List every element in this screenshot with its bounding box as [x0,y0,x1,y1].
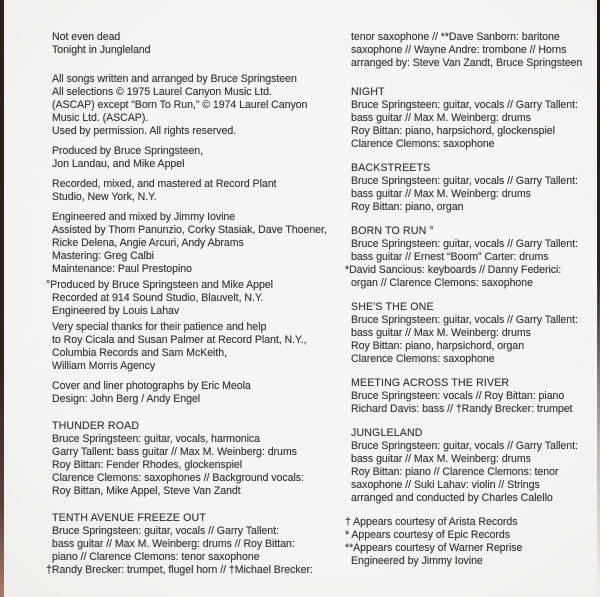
credit-line: Columbia Records and Sam McKeith, [52,347,227,359]
credit-line: †Randy Brecker: trumpet, flugel horn // †Michael Brecker: [46,564,313,576]
credit-line: bass guitar // Ernest “Boom” Carter: drums [351,251,549,263]
song-title: BACKSTREETS [351,162,431,174]
credit-line: Clarence Clemons: saxophones // Background vocals: [52,472,304,484]
credit-line: Bruce Springsteen: guitar, vocals // Garry Tallent: [351,99,578,111]
credits-column-left [46,31,352,577]
page-edge-left [0,0,4,597]
credit-paragraph [52,380,352,406]
credit-line: **Appears courtesy of Warner Reprise [345,542,523,554]
credit-line: Engineered and mixed by Jimmy Iovine [52,211,236,223]
credit-line: saxophone // Suki Lahav: violin // Strings [351,479,540,491]
credit-line: William Morris Agency [52,360,156,372]
credit-paragraph [46,279,352,318]
credit-line: Used by permission. All rights reserved. [52,125,237,137]
credit-line: All songs written and arranged by Bruce Springsteen [52,73,297,85]
credit-line: Clarence Clemons: saxophone [351,353,495,365]
credit-line: Bruce Springsteen: guitar, vocals // Garry Tallent: [351,175,578,187]
credit-line: Roy Bittan, Mike Appel, Steve Van Zandt [52,485,241,497]
song-credit-block [351,377,599,416]
credit-line: Design: John Berg / Andy Engel [52,393,201,405]
credit-line: Ricke Delena, Angie Arcuri, Andy Abrams [52,237,244,249]
credit-line: Recorded, mixed, and mastered at Record Plant [52,178,277,190]
credit-line: Recorded at 914 Sound Studio, Blauvelt, N.Y. [52,292,264,304]
credit-line: Bruce Springsteen: guitar, vocals // Garry Tallent: [351,440,578,452]
credit-line: bass guitar // Max M. Weinberg: drums [351,188,531,200]
song-credit-block [351,86,599,151]
credit-line: Roy Bittan: piano // Clarence Clemons: tenor [351,466,559,478]
credit-line: Clarence Clemons: saxophone [351,138,495,150]
song-credit-block [351,301,599,366]
song-credit-block [351,162,599,214]
credit-line: °Produced by Bruce Springsteen and Mike Appel [46,279,273,291]
credit-line: organ // Clarence Clemons: saxophone [351,277,533,289]
credits-column-right [345,31,599,568]
credit-paragraph [351,31,599,70]
credit-line: Engineered by Louis Lahav [52,305,180,317]
song-title: THUNDER ROAD [52,420,140,432]
credit-line: saxophone // Wayne Andre: trombone // Horns [351,44,567,56]
credit-line: Not even dead [52,31,121,43]
song-title: NIGHT [351,86,385,98]
song-credit-block [52,420,352,498]
credit-line: All selections © 1975 Laurel Canyon Music Ltd. [52,86,272,98]
credit-line: Bruce Springsteen: guitar, vocals, harmonica [52,433,261,445]
credit-line: Tonight in Jungleland [52,44,151,56]
credit-line: bass guitar // Max M. Weinberg: drums [351,453,531,465]
credit-line: Engineered by Jimmy Iovine [351,555,483,567]
credit-paragraph [52,178,352,204]
credit-line: Richard Davis: bass // †Randy Brecker: trumpet [351,403,573,415]
credit-line: arranged by: Steve Van Zandt, Bruce Springsteen [351,57,583,69]
credit-line: Music Ltd. (ASCAP). [52,112,149,124]
song-title: TENTH AVENUE FREEZE OUT [52,512,206,524]
credit-line: Studio, New York, N.Y. [52,191,157,203]
song-title: BORN TO RUN ° [351,225,434,237]
credit-line: Bruce Springsteen: guitar, vocals // Garry Tallent: [351,314,578,326]
credit-line: Jon Landau, and Mike Appel [52,158,185,170]
credit-line: Cover and liner photographs by Eric Meola [52,380,251,392]
credit-line: *David Sancious: keyboards // Danny Federici: [345,264,562,276]
credit-paragraph [52,211,352,276]
credit-paragraph [52,145,352,171]
credit-line: arranged and conducted by Charles Calello [351,492,553,504]
credit-line: tenor saxophone // **Dave Sanborn: baritone [351,31,560,43]
credit-line: bass guitar // Max M. Weinberg: drums // Roy Bittan: [52,538,295,550]
credit-line: Roy Bittan: Fender Rhodes, glockenspiel [52,459,243,471]
credit-line: Roy Bittan: piano, organ [351,201,464,213]
credit-line: Very special thanks for their patience and help [52,321,267,333]
credit-paragraph [345,516,599,568]
credit-line: (ASCAP) except “Born To Run,” © 1974 Laurel Canyon [52,99,308,111]
song-credit-block [351,427,599,505]
song-credit-block [46,512,352,577]
credit-line: Roy Bittan: piano, harpsichord, glockenspiel [351,125,555,137]
credit-line: Roy Bittan: piano, harpsichord, organ [351,340,525,352]
credit-line: † Appears courtesy of Arista Records [345,516,518,528]
credit-line: Bruce Springsteen: guitar, vocals // Garry Tallent: [52,525,279,537]
credit-line: Bruce Springsteen: guitar, vocals // Garry Tallent: [351,238,578,250]
credit-line: Bruce Springsteen: vocals // Roy Bittan: piano [351,390,565,402]
credit-line: bass guitar // Max M. Weinberg: drums [351,327,531,339]
credit-paragraph [52,73,352,138]
credit-line: piano // Clarence Clemons: tenor saxophone [52,551,260,563]
song-credit-block [345,225,599,290]
credit-line: bass guitar // Max M. Weinberg: drums [351,112,531,124]
credit-line: Assisted by Thom Panunzio, Corky Stasiak, Dave Thoener, [52,224,327,236]
song-title: JUNGLELAND [351,427,423,439]
credit-paragraph [52,31,352,57]
song-title: SHE'S THE ONE [351,301,434,313]
credit-line: * Appears courtesy of Epic Records [345,529,510,541]
credit-line: Maintenance: Paul Prestopino [52,263,192,275]
credit-paragraph [52,321,352,373]
credit-line: to Roy Cicala and Susan Palmer at Record Plant, N.Y., [52,334,307,346]
credit-line: Mastering: Greg Calbi [52,250,154,262]
credit-line: Garry Tallent: bass guitar // Max M. Weinberg: drums [52,446,297,458]
song-title: MEETING ACROSS THE RIVER [351,377,510,389]
credit-line: Produced by Bruce Springsteen, [52,145,204,157]
